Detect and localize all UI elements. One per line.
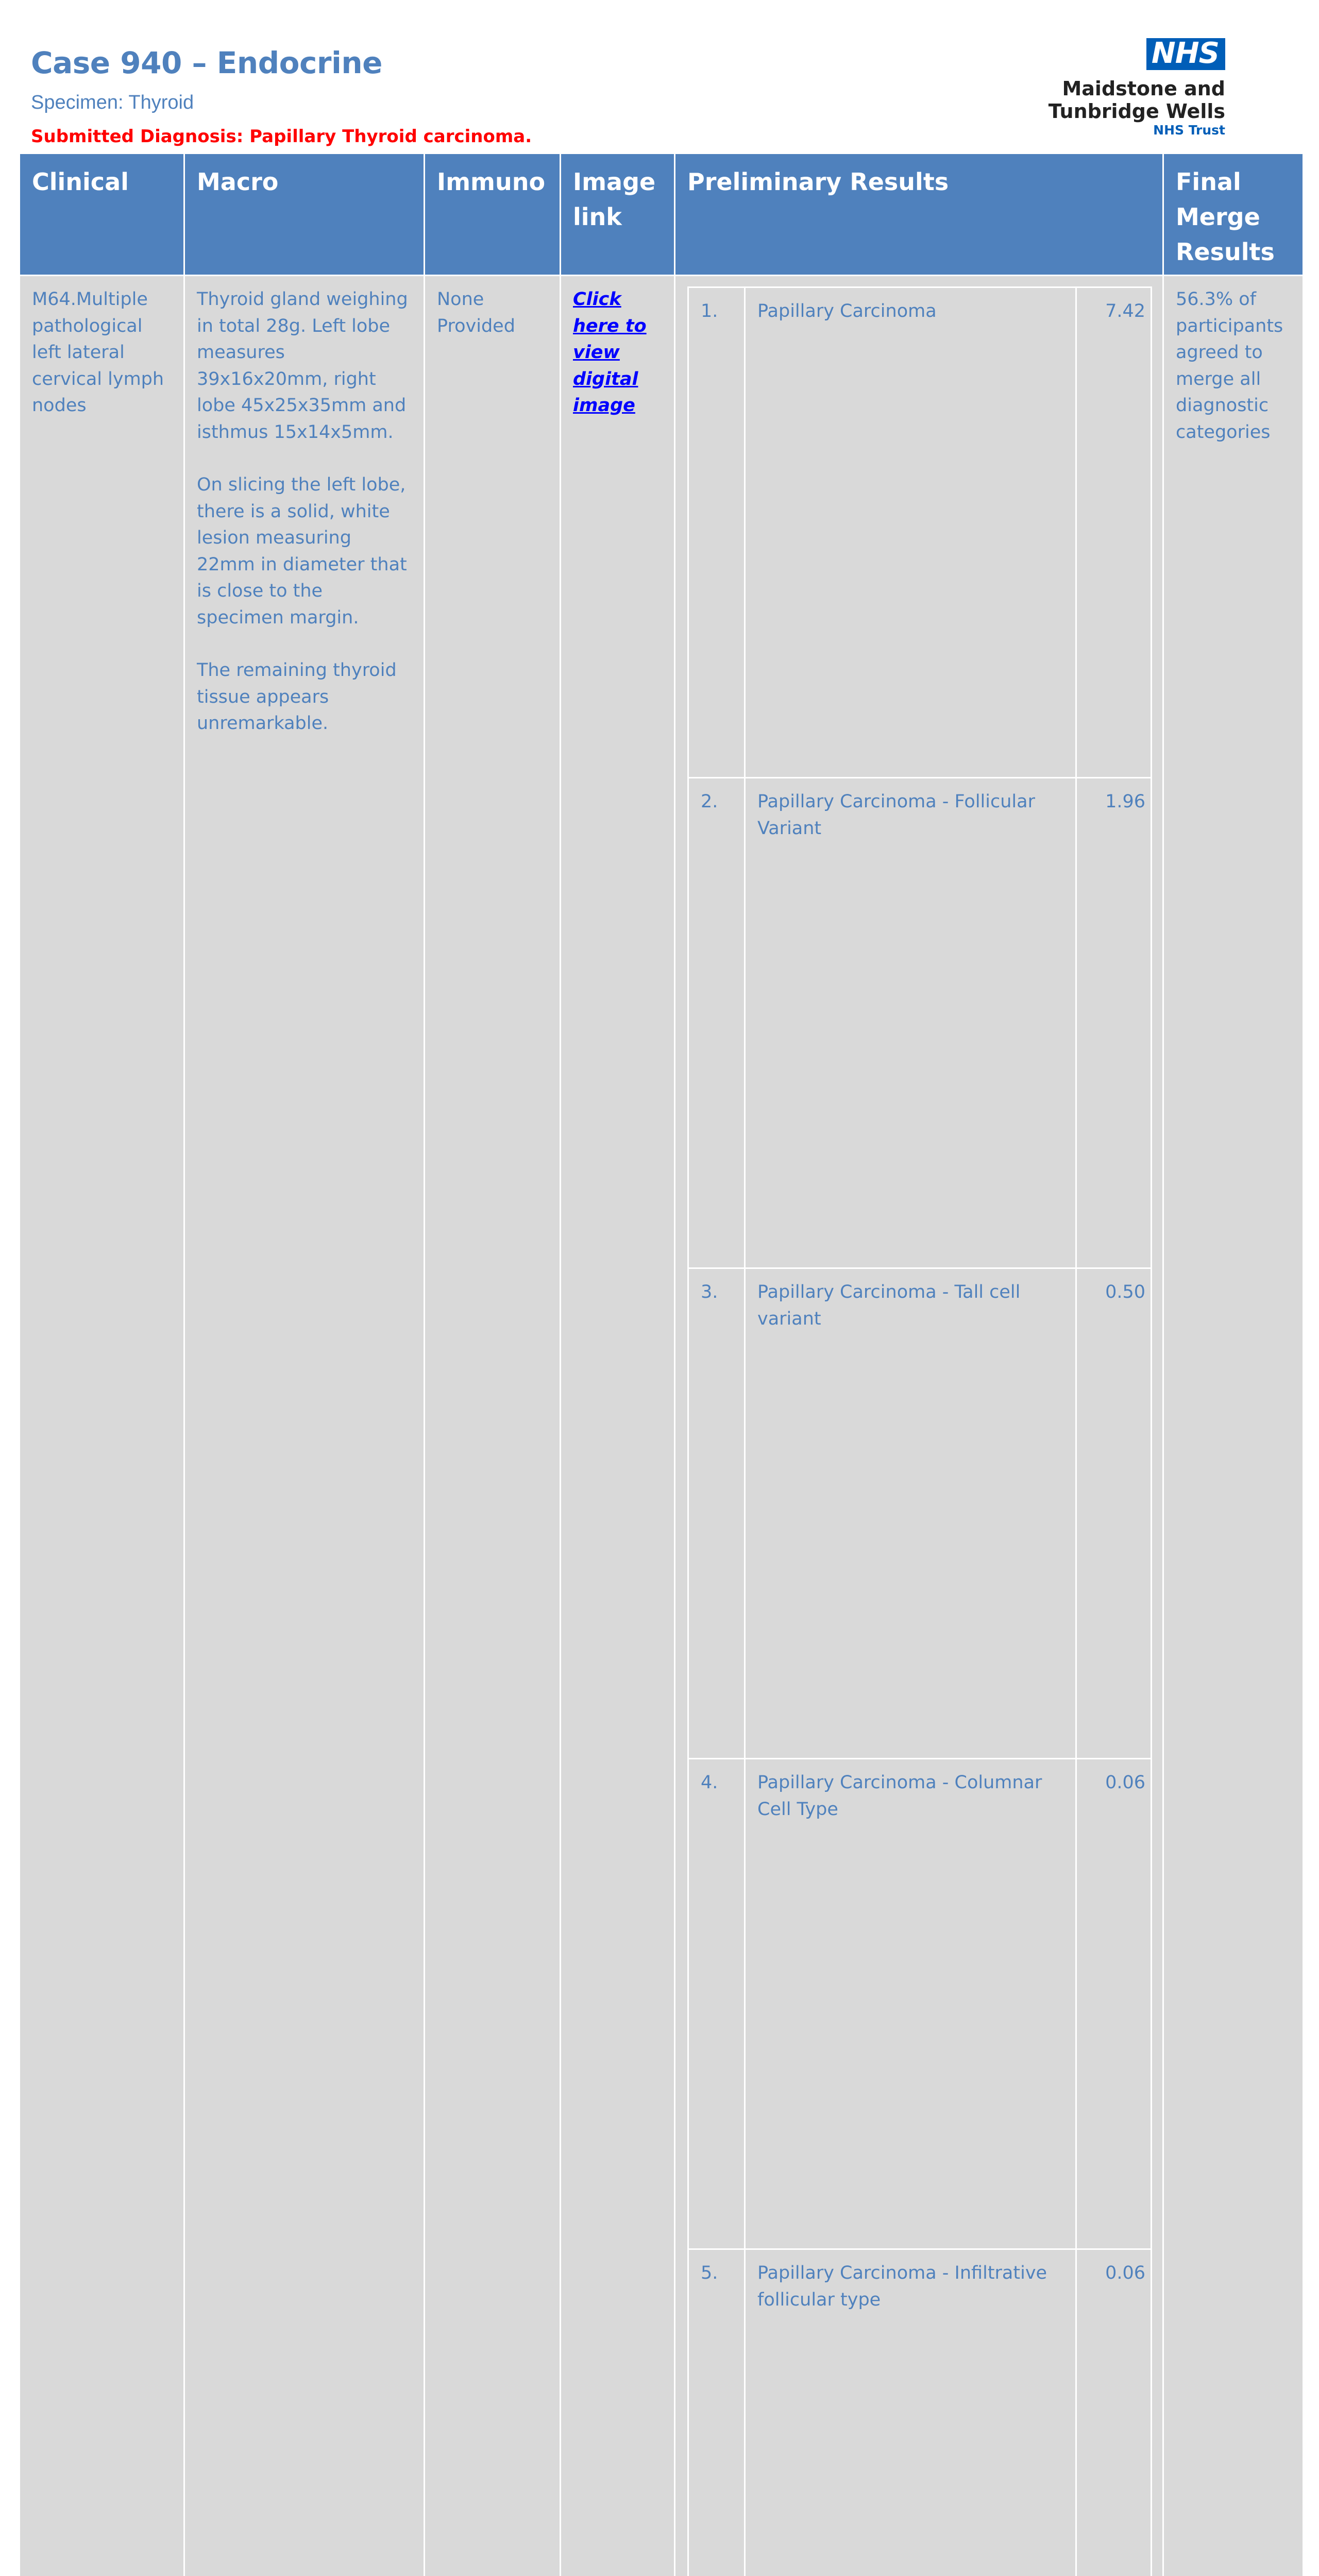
macro-cell [184, 276, 425, 2576]
immuno-cell [425, 276, 561, 2576]
preliminary-results-list [687, 286, 1152, 2576]
slide-header [31, 45, 532, 147]
result-label: Papillary Carcinoma - Infiltrative follicular type [745, 2249, 1076, 2576]
digital-image-link[interactable]: Click here to view digital image [573, 289, 647, 416]
result-score: 0.50 [1076, 1268, 1152, 1759]
result-label: Papillary Carcinoma - Columnar Cell Type [745, 1759, 1076, 2249]
macro-paragraph: Thyroid gland weighing in total 28g. Left lobe measures 39x16x20mm, right lobe 45x25x35mm and isthmus 15x14x5mm. [197, 286, 413, 446]
table-row [20, 276, 1304, 2576]
clinical-cell [20, 276, 184, 2576]
result-number: 3. [688, 1268, 745, 1759]
logo-line-2: Tunbridge Wells [1049, 100, 1225, 123]
specimen-label: Specimen: Thyroid [31, 92, 532, 114]
result-score: 7.42 [1076, 287, 1152, 778]
table-header-row [20, 154, 1304, 276]
macro-paragraph: The remaining thyroid tissue appears unremarkable. [197, 657, 413, 737]
result-number: 2. [688, 778, 745, 1268]
nhs-badge: NHS [1146, 38, 1225, 70]
header-macro: Macro [184, 154, 425, 276]
clinical-text: M64.Multiple pathological left lateral cervical lymph nodes [32, 289, 164, 416]
logo-trust: NHS Trust [1049, 123, 1225, 138]
list-item [688, 2249, 1152, 2576]
result-score: 0.06 [1076, 2249, 1152, 2576]
result-score: 1.96 [1076, 778, 1152, 1268]
nhs-trust-logo [1049, 38, 1225, 138]
immuno-text: None Provided [437, 289, 515, 336]
list-item [688, 778, 1152, 1268]
macro-paragraph: On slicing the left lobe, there is a solid, white lesion measuring 22mm in diameter that is close to the specimen margin. [197, 472, 413, 631]
page-title: Case 940 – Endocrine [31, 45, 532, 80]
final-merge-text: 56.3% of participants agreed to merge all diagnostic categories [1176, 289, 1283, 443]
submitted-diagnosis: Submitted Diagnosis: Papillary Thyroid carcinoma. [31, 126, 532, 147]
result-label: Papillary Carcinoma [745, 287, 1076, 778]
result-number: 4. [688, 1759, 745, 2249]
logo-line-1: Maidstone and [1049, 77, 1225, 100]
list-item [688, 1759, 1152, 2249]
header-clinical: Clinical [20, 154, 184, 276]
result-label: Papillary Carcinoma - Tall cell variant [745, 1268, 1076, 1759]
header-image-link: Image link [561, 154, 675, 276]
header-final-merge-results: Final Merge Results [1163, 154, 1304, 276]
image-link-cell [561, 276, 675, 2576]
result-score: 0.06 [1076, 1759, 1152, 2249]
list-item [688, 287, 1152, 778]
result-number: 5. [688, 2249, 745, 2576]
list-item [688, 1268, 1152, 1759]
case-table [19, 152, 1304, 2576]
header-preliminary-results: Preliminary Results [675, 154, 1163, 276]
preliminary-results-cell [675, 276, 1163, 2576]
final-merge-cell [1163, 276, 1304, 2576]
result-number: 1. [688, 287, 745, 778]
result-label: Papillary Carcinoma - Follicular Variant [745, 778, 1076, 1268]
header-immuno: Immuno [425, 154, 561, 276]
